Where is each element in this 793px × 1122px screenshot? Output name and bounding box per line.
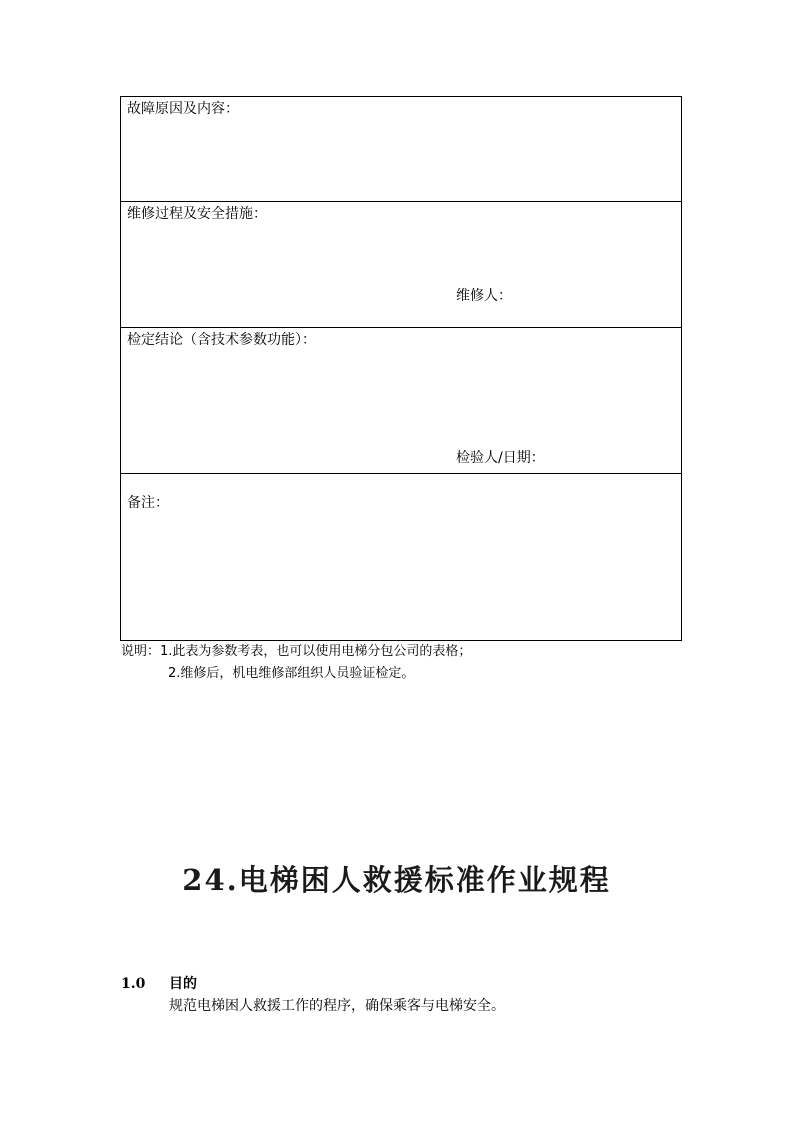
table-notes	[121, 641, 471, 685]
inspection-label: 检定结论（含技术参数功能）：	[127, 332, 316, 348]
remarks-label: 备注：	[127, 495, 169, 511]
subsection-body: 规范电梯困人救援工作的程序，确保乘客与电梯安全。	[169, 998, 505, 1014]
inspector-label: 检验人/日期：	[456, 450, 545, 466]
repair-row	[121, 202, 681, 328]
note-line-1: 说明：1.此表为参数考表，也可以使用电梯分包公司的表格；	[121, 644, 472, 659]
fault-label: 故障原因及内容：	[127, 101, 239, 117]
subsection-heading-line	[121, 973, 505, 995]
repairer-label: 维修人：	[456, 288, 512, 304]
remarks-row	[121, 474, 681, 641]
subsection-number: 1.0	[121, 976, 146, 992]
repair-label: 维修过程及安全措施：	[127, 206, 267, 222]
note-line-2: 2.维修后，机电维修部组织人员验证检定。	[168, 666, 415, 681]
fault-row	[121, 97, 681, 202]
purpose-subsection	[121, 973, 505, 1017]
section-title: 24.电梯困人救援标准作业规程	[182, 863, 611, 897]
subsection-heading: 目的	[169, 976, 197, 992]
repair-record-table	[120, 96, 682, 641]
inspection-row	[121, 328, 681, 474]
